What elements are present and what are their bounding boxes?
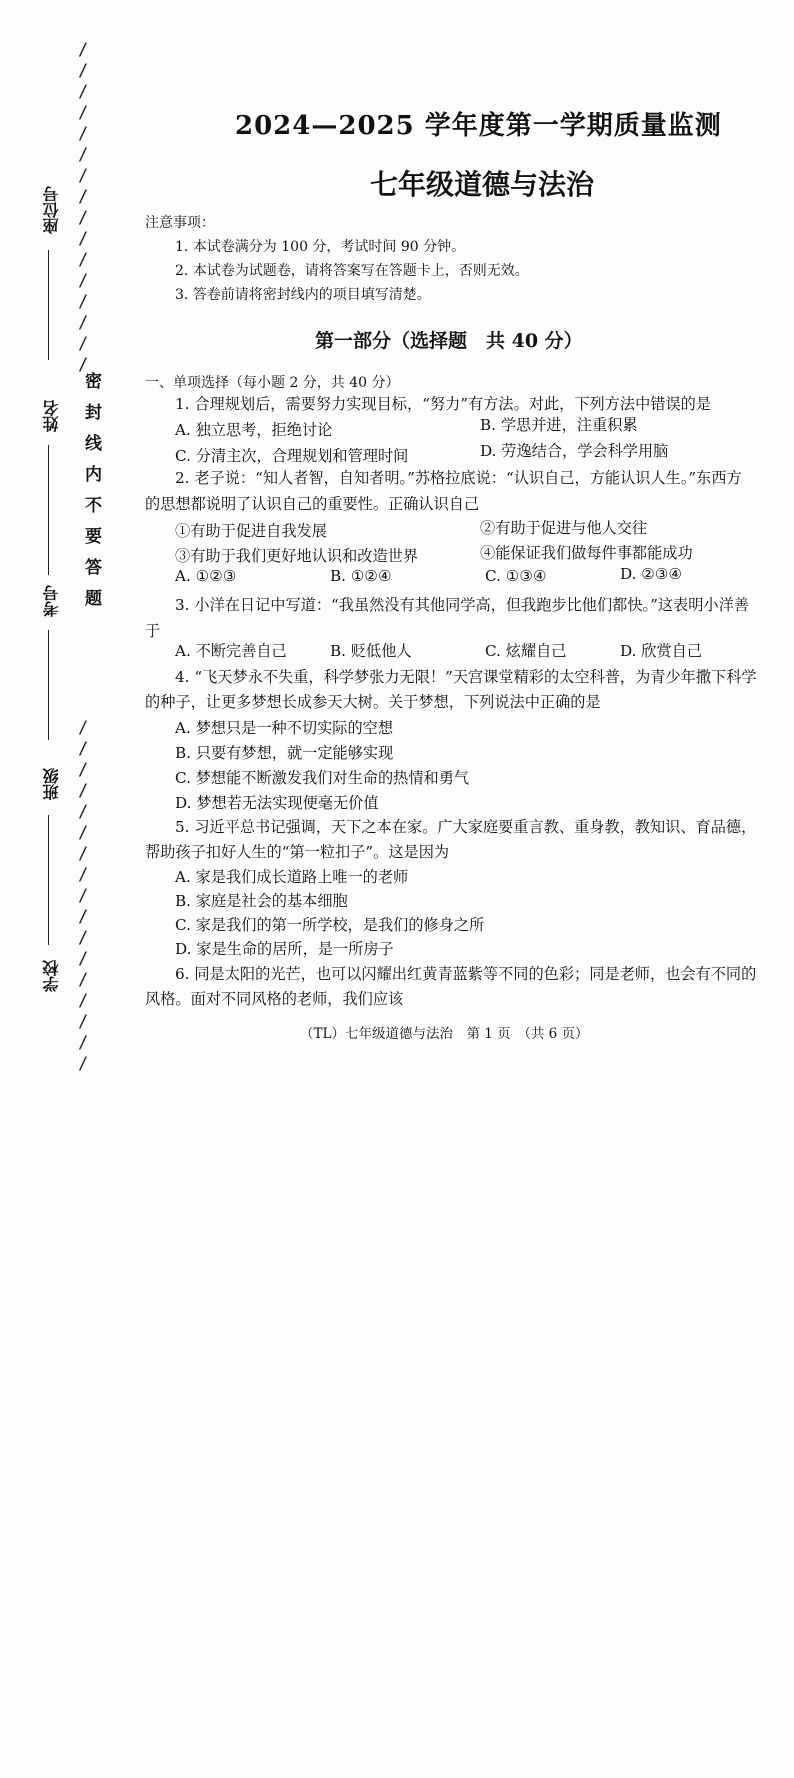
q5-stem-line2: 帮助孩子扣好人生的“第一粒扣子”。这是因为 bbox=[145, 843, 450, 861]
exam-no-fill-line bbox=[48, 630, 49, 740]
q2-statement-1: ①有助于促进自我发展 bbox=[175, 522, 327, 540]
q3-stem-line1: 3. 小洋在日记中写道：“我虽然没有其他同学高，但我跑步比他们都快。”这表明小洋善 bbox=[175, 596, 749, 614]
q4-stem-line1: 4. “飞天梦永不失重，科学梦张力无限！”天宫课堂精彩的太空科普，为青少年撒下科学 bbox=[175, 668, 757, 686]
note-item: 2. 本试卷为试题卷，请将答案写在答题卡上，否则无效。 bbox=[175, 263, 529, 279]
q2-option-b: B. ①②④ bbox=[330, 567, 392, 585]
page-footer: （TL）七年级道德与法治 第 1 页 （共 6 页） bbox=[300, 1026, 589, 1042]
part-title: 第一部分（选择题 共 40 分） bbox=[315, 330, 583, 352]
seat-label: 座位号 bbox=[42, 186, 61, 234]
note-item: 3. 答卷前请将密封线内的项目填写清楚。 bbox=[175, 287, 431, 303]
q2-option-c: C. ①③④ bbox=[485, 567, 547, 585]
q1-option-d: D. 劳逸结合，学会科学用脑 bbox=[480, 442, 669, 460]
q5-option-c: C. 家是我们的第一所学校，是我们的修身之所 bbox=[175, 916, 485, 934]
q5-option-a: A. 家是我们成长道路上唯一的老师 bbox=[175, 868, 409, 886]
q3-option-a: A. 不断完善自己 bbox=[175, 642, 287, 660]
q2-option-d: D. ②③④ bbox=[620, 565, 683, 583]
q1-option-a: A. 独立思考，拒绝讨论 bbox=[175, 421, 333, 439]
page-subtitle: 七年级道德与法治 bbox=[370, 168, 595, 201]
q3-option-b: B. 贬低他人 bbox=[330, 642, 412, 660]
q1-option-b: B. 学思并进，注重积累 bbox=[480, 416, 638, 434]
q2-stem-line1: 2. 老子说：“知人者智，自知者明。”苏格拉底说：“认识自己，方能认识人生。”东西方 bbox=[175, 469, 742, 487]
q4-stem-line2: 的种子，让更多梦想长成参天大树。关于梦想，下列说法中正确的是 bbox=[145, 693, 601, 711]
class-label: 班级 bbox=[42, 768, 61, 800]
q2-statement-4: ④能保证我们做每件事都能成功 bbox=[480, 544, 693, 562]
seal-warning-text: 密封线内不要答题 bbox=[81, 372, 101, 620]
q4-option-d: D. 梦想若无法实现便毫无价值 bbox=[175, 794, 379, 812]
class-fill-line bbox=[48, 815, 49, 945]
q5-option-d: D. 家是生命的居所，是一所房子 bbox=[175, 940, 394, 958]
seat-fill-line bbox=[48, 250, 49, 360]
q2-option-a: A. ①②③ bbox=[175, 567, 237, 585]
note-item: 1. 本试卷满分为 100 分，考试时间 90 分钟。 bbox=[175, 239, 466, 255]
q2-statement-3: ③有助于我们更好地认识和改造世界 bbox=[175, 547, 418, 565]
dashed-seal-line-top: / / / / / / / / / / / / / / / / bbox=[78, 40, 89, 375]
section-heading: 一、单项选择（每小题 2 分，共 40 分） bbox=[145, 375, 400, 391]
name-label: 姓名 bbox=[42, 400, 61, 432]
q3-option-c: C. 炫耀自己 bbox=[485, 642, 567, 660]
q1-option-c: C. 分清主次，合理规划和管理时间 bbox=[175, 447, 409, 465]
name-fill-line bbox=[48, 445, 49, 575]
q4-option-a: A. 梦想只是一种不切实际的空想 bbox=[175, 719, 394, 737]
q3-option-d: D. 欣赏自己 bbox=[620, 642, 703, 660]
q5-option-b: B. 家庭是社会的基本细胞 bbox=[175, 892, 348, 910]
q4-option-b: B. 只要有梦想，就一定能够实现 bbox=[175, 744, 394, 762]
q4-option-c: C. 梦想能不断激发我们对生命的热情和勇气 bbox=[175, 769, 470, 787]
exam-no-label: 考号 bbox=[42, 585, 61, 617]
q2-statement-2: ②有助于促进与他人交往 bbox=[480, 519, 648, 537]
q2-stem-line2: 的思想都说明了认识自己的重要性。正确认识自己 bbox=[145, 495, 480, 513]
binding-strip bbox=[0, 0, 118, 1123]
q5-stem-line1: 5. 习近平总书记强调，天下之本在家。广大家庭要重言教、重身教，教知识、育品德， bbox=[175, 818, 757, 836]
q6-stem-line1: 6. 同是太阳的光芒，也可以闪耀出红黄青蓝紫等不同的色彩；同是老师，也会有不同的 bbox=[175, 965, 757, 983]
q3-stem-line2: 于 bbox=[145, 622, 161, 640]
dashed-seal-line-bottom: / / / / / / / / / / / / / / / / / bbox=[78, 718, 89, 1074]
q1-stem: 1. 合理规划后，需要努力实现目标，“努力”有方法。对此，下列方法中错误的是 bbox=[175, 395, 712, 413]
notes-heading: 注意事项： bbox=[145, 215, 215, 231]
page-title: 2024—2025 学年度第一学期质量监测 bbox=[235, 111, 722, 141]
q6-stem-line2: 风格。面对不同风格的老师，我们应该 bbox=[145, 990, 404, 1008]
school-label: 学校 bbox=[42, 960, 61, 992]
